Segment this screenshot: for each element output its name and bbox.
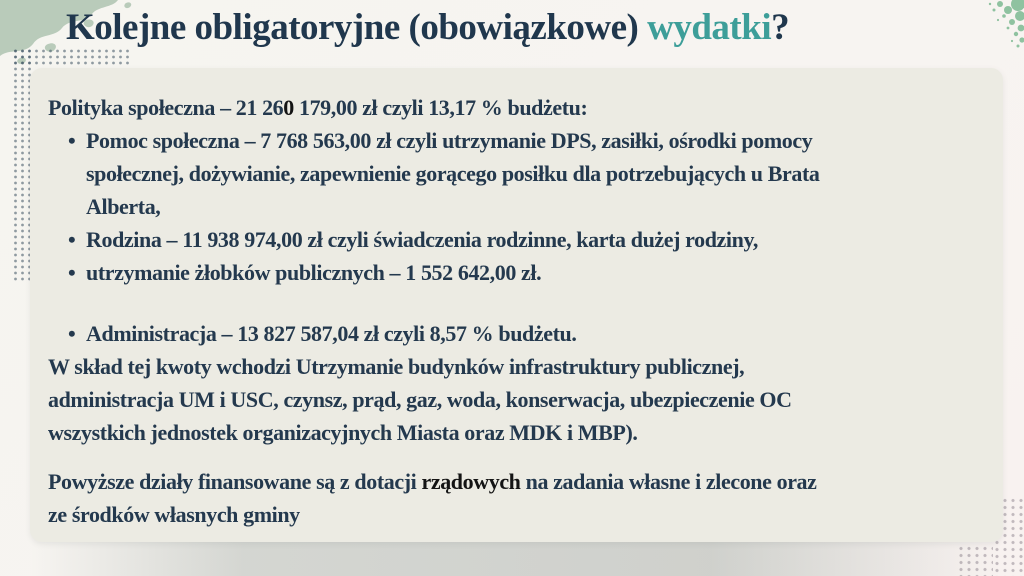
bullet-text	[86, 317, 576, 350]
bullet-pomoc-spoleczna	[48, 124, 985, 223]
bullet-line: społecznej, dożywianie, zapewnienie gorącego posiłku dla potrzebujących u Brata	[86, 161, 820, 186]
slide-body	[30, 68, 1003, 531]
administracja-paragraph	[48, 350, 985, 449]
bullet-marker: •	[68, 260, 76, 285]
bullet-line: Pomoc społeczna – 7 768 563,00 zł czyli utrzymanie DPS, zasiłki, ośrodki pomocy	[86, 128, 813, 153]
bullet-text	[86, 223, 758, 256]
bullet-marker: •	[68, 128, 76, 153]
bullet-zlobki	[48, 256, 985, 289]
slide-title	[66, 6, 789, 49]
bullet-line: utrzymanie żłobków publicznych – 1 552 642,00 zł.	[86, 260, 542, 285]
bullet-text	[86, 256, 541, 289]
bullet-rodzina	[48, 223, 985, 256]
closing-line-2: ze środków własnych gminy	[48, 502, 300, 527]
paint-splatter-decoration	[960, 0, 1024, 60]
closing-text: Powyższe działy finansowane są z dotacji	[48, 469, 422, 494]
bullet-marker: •	[68, 321, 76, 346]
panel-drop-shadow	[30, 542, 1003, 576]
bullet-administracja	[48, 317, 985, 350]
content-panel	[30, 68, 1003, 542]
halftone-dots-left-strip	[12, 48, 32, 282]
heading-emphasis: 0	[283, 95, 294, 120]
heading-text-end: 179,00 zł czyli 13,17 % budżetu:	[293, 95, 588, 120]
closing-line-1	[48, 465, 985, 498]
slide-title-question-mark: ?	[771, 7, 790, 48]
closing-text-end: na zadania własne i zlecone oraz	[520, 469, 817, 494]
slide-title-accent-word: wydatki	[647, 7, 772, 48]
bullet-marker: •	[68, 227, 76, 252]
paragraph-line: administracja UM i USC, czynsz, prąd, gaz, woda, konserwacja, ubezpieczenie OC	[48, 387, 792, 412]
closing-emphasis: rządowych	[421, 469, 521, 494]
slide-title-main: Kolejne obligatoryjne (obowiązkowe)	[66, 7, 648, 48]
budget-heading	[48, 91, 985, 124]
paragraph-line: W skład tej kwoty wchodzi Utrzymanie budynków infrastruktury publicznej,	[48, 354, 745, 379]
bullet-line: Administracja – 13 827 587,04 zł czyli 8,57 % budżetu.	[86, 321, 577, 346]
closing-paragraph	[48, 465, 985, 531]
bullet-line: Rodzina – 11 938 974,00 zł czyli świadczenia rodzinne, karta dużej rodziny,	[86, 227, 758, 252]
bullet-text	[86, 124, 819, 223]
paragraph-line: wszystkich jednostek organizacyjnych Miasta oraz MDK i MBP).	[48, 420, 638, 445]
heading-text: Polityka społeczna – 21 26	[48, 95, 284, 120]
bullet-line: Alberta,	[86, 194, 161, 219]
